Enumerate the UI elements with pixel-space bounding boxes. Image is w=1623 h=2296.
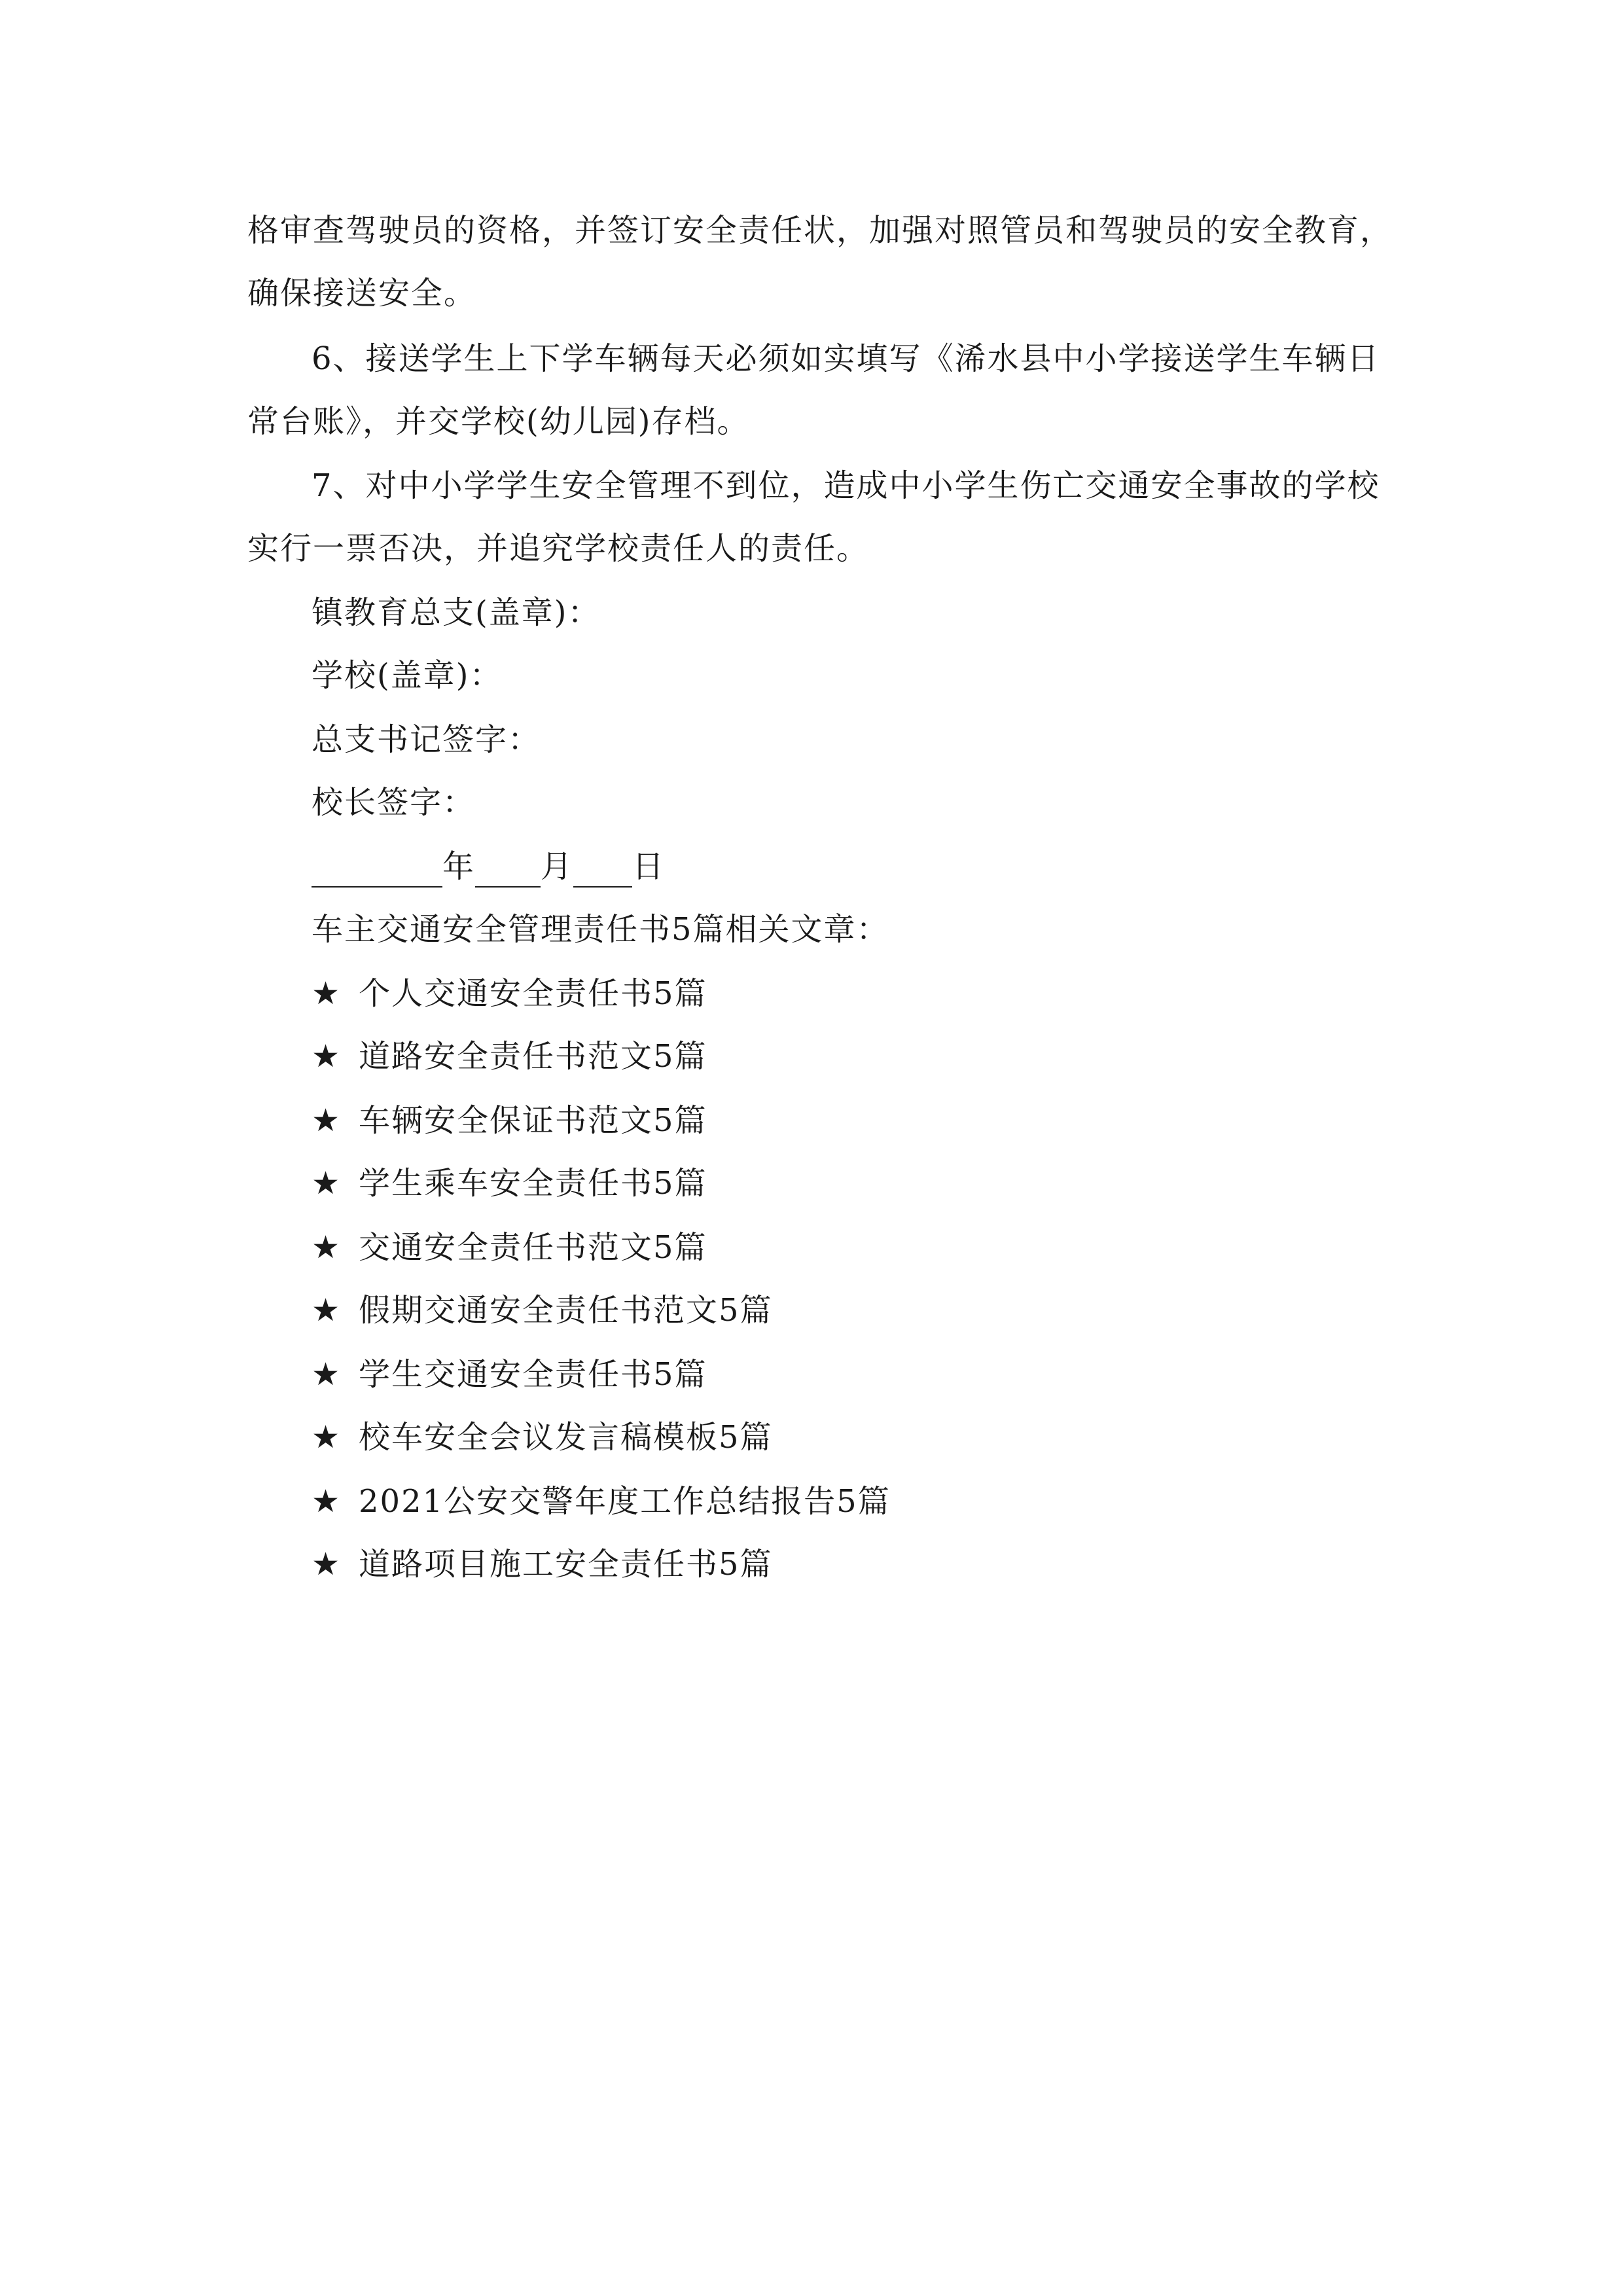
star-icon: ★ bbox=[312, 1165, 342, 1202]
star-icon: ★ bbox=[312, 1229, 342, 1266]
date-line bbox=[312, 846, 665, 888]
paragraph-6-line-1: 6、接送学生上下学车辆每天必须如实填写《浠水县中小学接送学生车辆日 bbox=[312, 340, 1380, 377]
related-item[interactable] bbox=[312, 1100, 707, 1141]
paragraph-6-line-2: 常台账》，并交学校(幼儿园)存档。 bbox=[247, 403, 750, 440]
related-item-label[interactable]: 学生乘车安全责任书5篇 bbox=[359, 1165, 707, 1202]
related-item[interactable] bbox=[312, 1289, 773, 1331]
star-icon: ★ bbox=[312, 1483, 342, 1520]
related-item[interactable] bbox=[312, 973, 707, 1014]
star-icon: ★ bbox=[312, 1292, 342, 1329]
related-item-label[interactable]: 道路安全责任书范文5篇 bbox=[359, 1038, 707, 1075]
related-item-label[interactable]: 假期交通安全责任书范文5篇 bbox=[359, 1292, 773, 1329]
month-blank bbox=[475, 853, 541, 888]
related-item-label[interactable]: 个人交通安全责任书5篇 bbox=[359, 975, 707, 1012]
signature-principal: 校长签字： bbox=[312, 784, 476, 821]
related-item[interactable] bbox=[312, 1162, 707, 1204]
signature-school: 学校(盖章)： bbox=[312, 657, 503, 694]
related-item[interactable] bbox=[312, 1035, 707, 1077]
related-item[interactable] bbox=[312, 1416, 773, 1458]
star-icon: ★ bbox=[312, 1546, 342, 1583]
paragraph-7-line-1: 7、对中小学学生安全管理不到位，造成中小学生伤亡交通安全事故的学校 bbox=[312, 467, 1380, 504]
star-icon: ★ bbox=[312, 1419, 342, 1456]
related-item[interactable] bbox=[312, 1227, 707, 1268]
related-item[interactable] bbox=[312, 1480, 891, 1522]
paragraph-7-line-2: 实行一票否决，并追究学校责任人的责任。 bbox=[247, 530, 870, 567]
related-articles-heading: 车主交通安全管理责任书5篇相关文章： bbox=[312, 911, 889, 948]
star-icon: ★ bbox=[312, 975, 342, 1012]
paragraph-5-line-1: 格审查驾驶员的资格，并签订安全责任状，加强对照管员和驾驶员的安全教育， bbox=[247, 212, 1393, 249]
related-item-label[interactable]: 学生交通安全责任书5篇 bbox=[359, 1356, 707, 1393]
signature-secretary: 总支书记签字： bbox=[312, 721, 541, 758]
signature-town-education: 镇教育总支(盖章)： bbox=[312, 594, 601, 631]
related-item-label[interactable]: 校车安全会议发言稿模板5篇 bbox=[359, 1419, 773, 1456]
star-icon: ★ bbox=[312, 1038, 342, 1075]
year-blank bbox=[312, 853, 442, 888]
related-item-label[interactable]: 道路项目施工安全责任书5篇 bbox=[359, 1546, 773, 1583]
related-item-label[interactable]: 交通安全责任书范文5篇 bbox=[359, 1229, 707, 1266]
related-item-label[interactable]: 车辆安全保证书范文5篇 bbox=[359, 1102, 707, 1139]
star-icon: ★ bbox=[312, 1356, 342, 1393]
star-icon: ★ bbox=[312, 1102, 342, 1139]
related-item[interactable] bbox=[312, 1543, 773, 1585]
paragraph-5-line-2: 确保接送安全。 bbox=[247, 275, 477, 312]
day-label: 日 bbox=[632, 848, 666, 885]
year-label: 年 bbox=[442, 848, 476, 885]
related-item-label[interactable]: 2021公安交警年度工作总结报告5篇 bbox=[359, 1483, 891, 1520]
related-item[interactable] bbox=[312, 1354, 707, 1395]
day-blank bbox=[573, 853, 632, 888]
month-label: 月 bbox=[541, 848, 574, 885]
